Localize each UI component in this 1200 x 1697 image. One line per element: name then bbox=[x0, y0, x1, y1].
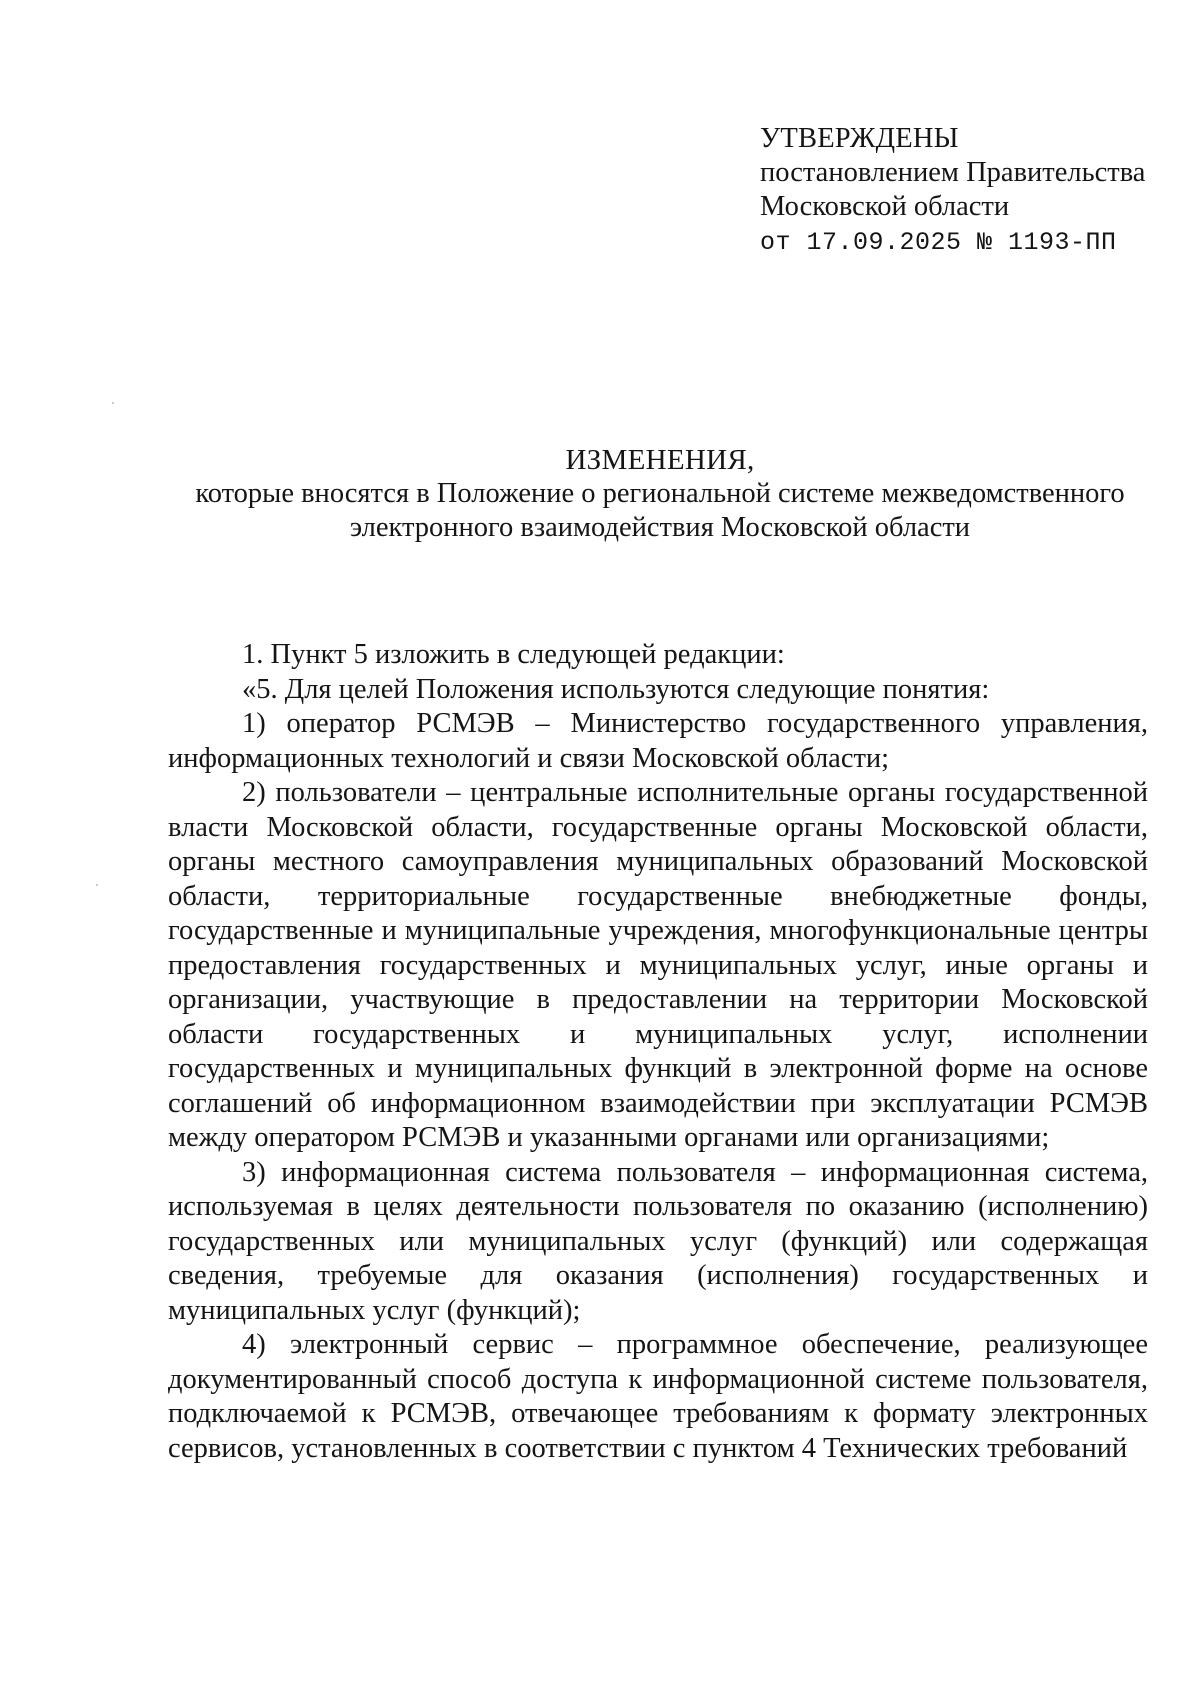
scan-speck bbox=[112, 402, 114, 404]
approval-line: постановлением Правительства bbox=[760, 157, 1146, 188]
document-subtitle: которые вносятся в Положение о региональной системе межведомственного электронного взаимодействия Московской области bbox=[195, 478, 1125, 543]
scan-speck bbox=[96, 884, 98, 886]
approval-title: УТВЕРЖДЕНЫ bbox=[760, 123, 959, 154]
paragraph: 3) информационная система пользователя – информационная система, используемая в целях деятельности пользователя по оказанию (исполнению) государственных или муниципальных услуг (функций) или содержащая сведения, требуемые для оказания (исполнения) государственных и муниципальных услуг (функций); bbox=[168, 1156, 1148, 1326]
document-heading bbox=[160, 443, 1160, 545]
approval-date-number: от 17.09.2025 № 1193-ПП bbox=[760, 228, 1117, 257]
paragraph: 1) оператор РСМЭВ – Министерство государственного управления, информационных технологий и связи Московской области; bbox=[168, 708, 1148, 774]
paragraph: 2) пользователи – центральные исполнительные органы государственной власти Московской области, государственные органы Московской области, органы местного самоуправления муниципальных образований Московской области, территориальные государственные внебюджетные фонды, государственные и муниципальные учреждения, многофункциональные центры предоставления государственных и муниципальных услуг, иные органы и организации, участвующие в предоставлении на территории Московской области государственных и муниципальных услуг, исполнении государственных и муниципальных функций в электронной форме на основе соглашений об информационном взаимодействии при эксплуатации РСМЭВ между оператором РСМЭВ и указанными органами или организациями; bbox=[168, 777, 1148, 1153]
paragraph: 4) электронный сервис – программное обеспечение, реализующее документированный способ доступа к информационной системе пользователя, подключаемой к РСМЭВ, отвечающее требованиям к формату электронных сервисов, установленных в соответствии с пунктом 4 Технических требований bbox=[168, 1329, 1148, 1464]
paragraph: 1. Пункт 5 изложить в следующей редакции: bbox=[242, 639, 785, 670]
paragraph: «5. Для целей Положения используются следующие понятия: bbox=[242, 673, 990, 705]
document-body bbox=[168, 638, 1148, 1466]
document-title: ИЗМЕНЕНИЯ, bbox=[565, 444, 755, 476]
approval-block bbox=[760, 122, 1160, 260]
approval-line: Московской области bbox=[760, 191, 1010, 222]
